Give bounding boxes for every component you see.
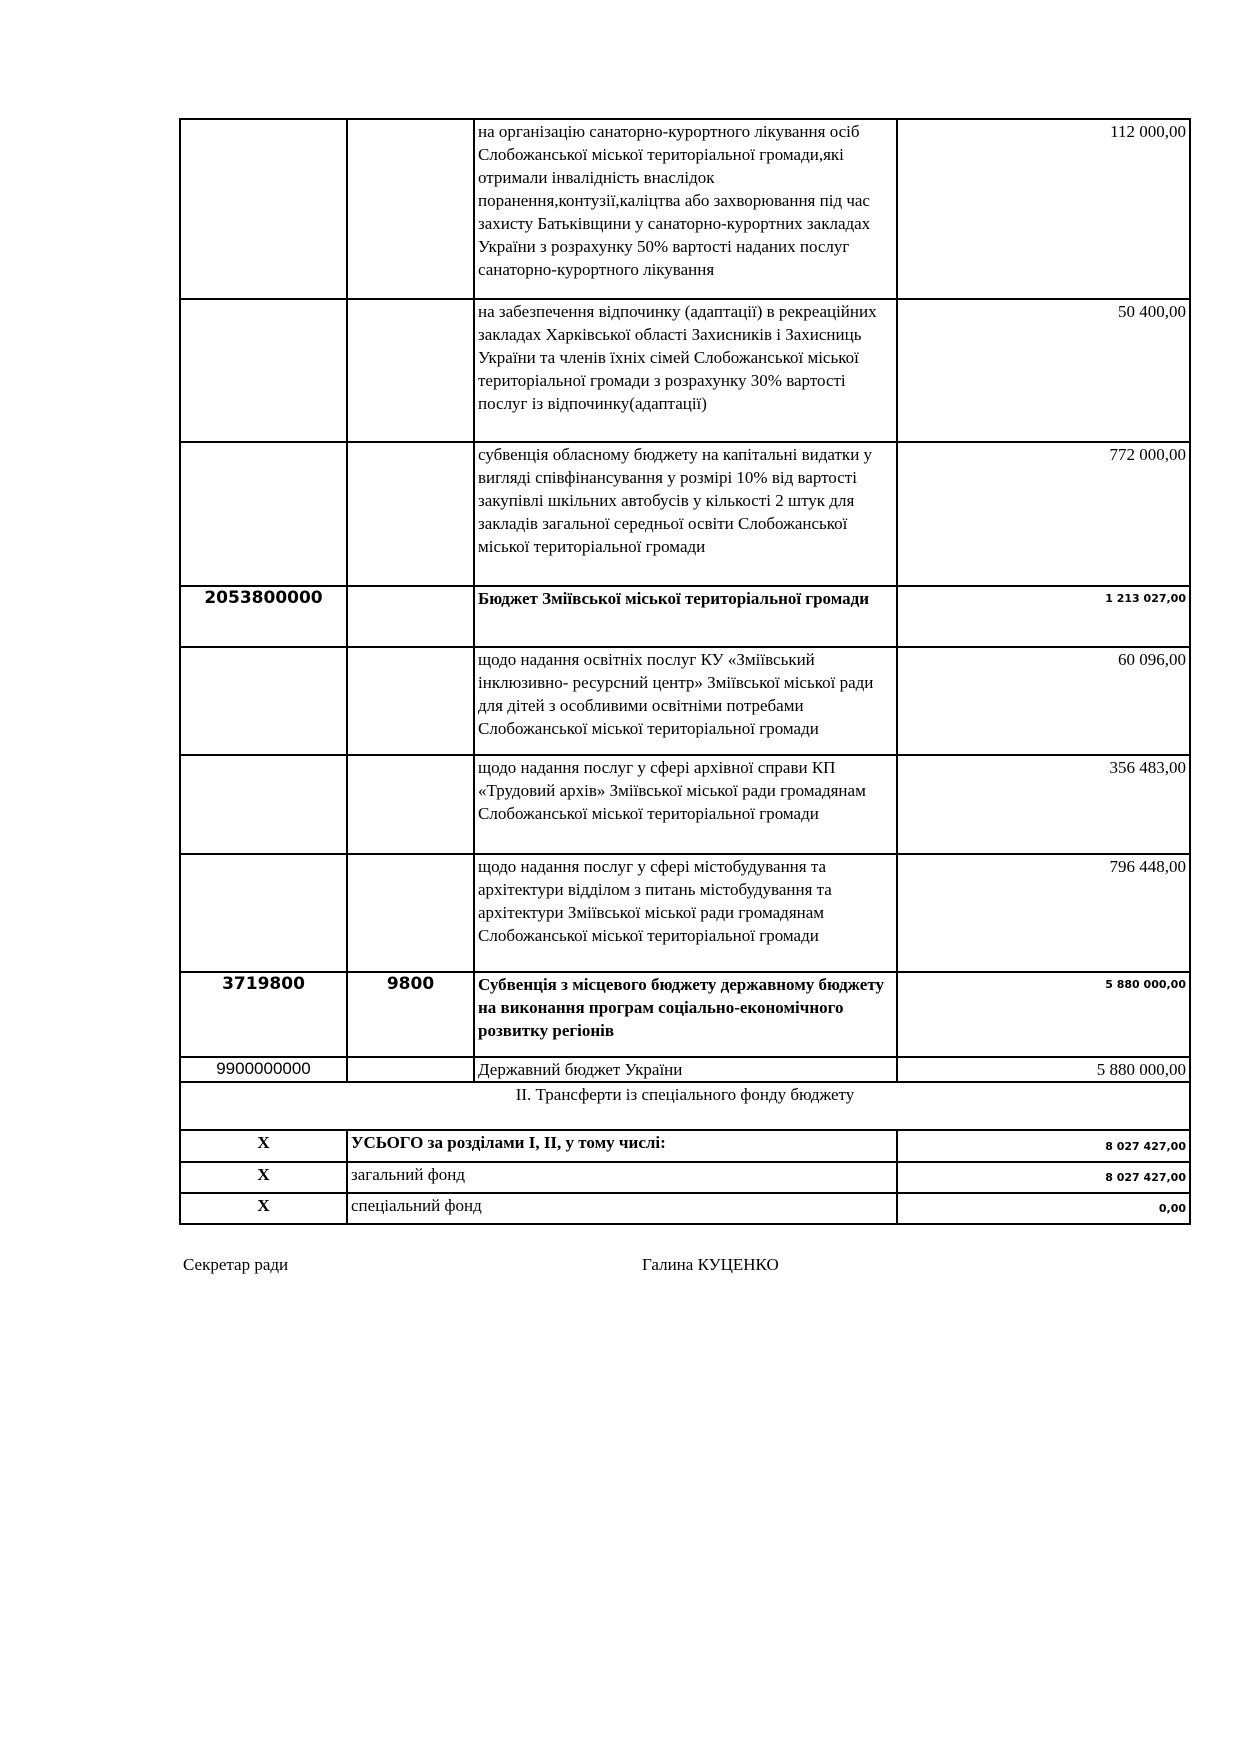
row-description: щодо надання освітніх послуг КУ «Зміївський інклюзивно- ресурсний центр» Зміївської міської ради для дітей з особливими освітніми потребами Слобожанської міської територіальної громади [474, 647, 897, 755]
budget-code [180, 119, 347, 299]
budget-code: 9900000000 [180, 1057, 347, 1082]
row-amount: 5 880 000,00 [897, 1057, 1190, 1082]
row-description: Бюджет Зміївської міської територіальної громади [474, 586, 897, 647]
row-amount: 50 400,00 [897, 299, 1190, 442]
row-amount: 60 096,00 [897, 647, 1190, 755]
table-row [180, 854, 1190, 972]
table-row [180, 586, 1190, 647]
program-code [347, 299, 474, 442]
total-row [180, 1193, 1190, 1224]
table-row [180, 119, 1190, 299]
row-description: Субвенція з місцевого бюджету державному бюджету на виконання програм соціально-економічного розвитку регіонів [474, 972, 897, 1057]
program-code [347, 647, 474, 755]
table-row [180, 972, 1190, 1057]
row-description: субвенція обласному бюджету на капітальні видатки у вигляді співфінансування у розмірі 10% від вартості закупівлі шкільних автобусів у кількості 2 штук для закладів загальної середньої освіти Слобожанської міської територіальної громади [474, 442, 897, 586]
program-code: 9800 [347, 972, 474, 1057]
total-label: УСЬОГО за розділами І, ІІ, у тому числі: [347, 1130, 897, 1162]
row-description: на забезпечення відпочинку (адаптації) в рекреаційних закладах Харківської області Захисників і Захисниць України та членів їхніх сімей Слобожанської міської територіальної громади з розрахунку 30% вартості послуг із відпочинку(адаптації) [474, 299, 897, 442]
program-code [347, 119, 474, 299]
row-description: щодо надання послуг у сфері містобудування та архітектури відділом з питань містобудування та архітектури Зміївської міської ради громадянам Слобожанської міської територіальної громади [474, 854, 897, 972]
program-code [347, 755, 474, 854]
total-label: загальний фонд [347, 1162, 897, 1193]
total-row [180, 1130, 1190, 1162]
row-description: Державний бюджет України [474, 1057, 897, 1082]
budget-code: 3719800 [180, 972, 347, 1057]
program-code [347, 586, 474, 647]
program-code [347, 1057, 474, 1082]
signature-position: Секретар ради [183, 1255, 289, 1274]
budget-code: 2053800000 [180, 586, 347, 647]
total-mark: Х [180, 1130, 347, 1162]
row-amount: 356 483,00 [897, 755, 1190, 854]
total-label: спеціальний фонд [347, 1193, 897, 1224]
row-amount: 112 000,00 [897, 119, 1190, 299]
total-amount: 8 027 427,00 [897, 1130, 1190, 1162]
table-row [180, 755, 1190, 854]
row-amount: 1 213 027,00 [897, 586, 1190, 647]
budget-code [180, 299, 347, 442]
total-amount: 0,00 [897, 1193, 1190, 1224]
transfers-table [179, 118, 1191, 1225]
total-mark: Х [180, 1193, 347, 1224]
row-description: щодо надання послуг у сфері архівної справи КП «Трудовий архів» Зміївської міської ради громадянам Слобожанської міської територіальної громади [474, 755, 897, 854]
total-amount: 8 027 427,00 [897, 1162, 1190, 1193]
program-code [347, 854, 474, 972]
section-title: ІІ. Трансферти із спеціального фонду бюджету [180, 1082, 1190, 1130]
row-description: на організацію санаторно-курортного лікування осіб Слобожанської міської територіальної громади,які отримали інвалідність внаслідок поранення,контузії,каліцтва або захворювання під час захисту Батьківщини у санаторно-курортних закладах України з розрахунку 50% вартості наданих послуг санаторно-курортного лікування [474, 119, 897, 299]
budget-code [180, 854, 347, 972]
signature-name: Галина КУЦЕНКО [642, 1255, 779, 1274]
table-row [180, 442, 1190, 586]
budget-code [180, 442, 347, 586]
table-row [180, 299, 1190, 442]
total-row [180, 1162, 1190, 1193]
table-row [180, 647, 1190, 755]
row-amount: 796 448,00 [897, 854, 1190, 972]
budget-code [180, 647, 347, 755]
table-row [180, 1057, 1190, 1082]
row-amount: 5 880 000,00 [897, 972, 1190, 1057]
row-amount: 772 000,00 [897, 442, 1190, 586]
section-row [180, 1082, 1190, 1130]
program-code [347, 442, 474, 586]
total-mark: Х [180, 1162, 347, 1193]
budget-code [180, 755, 347, 854]
